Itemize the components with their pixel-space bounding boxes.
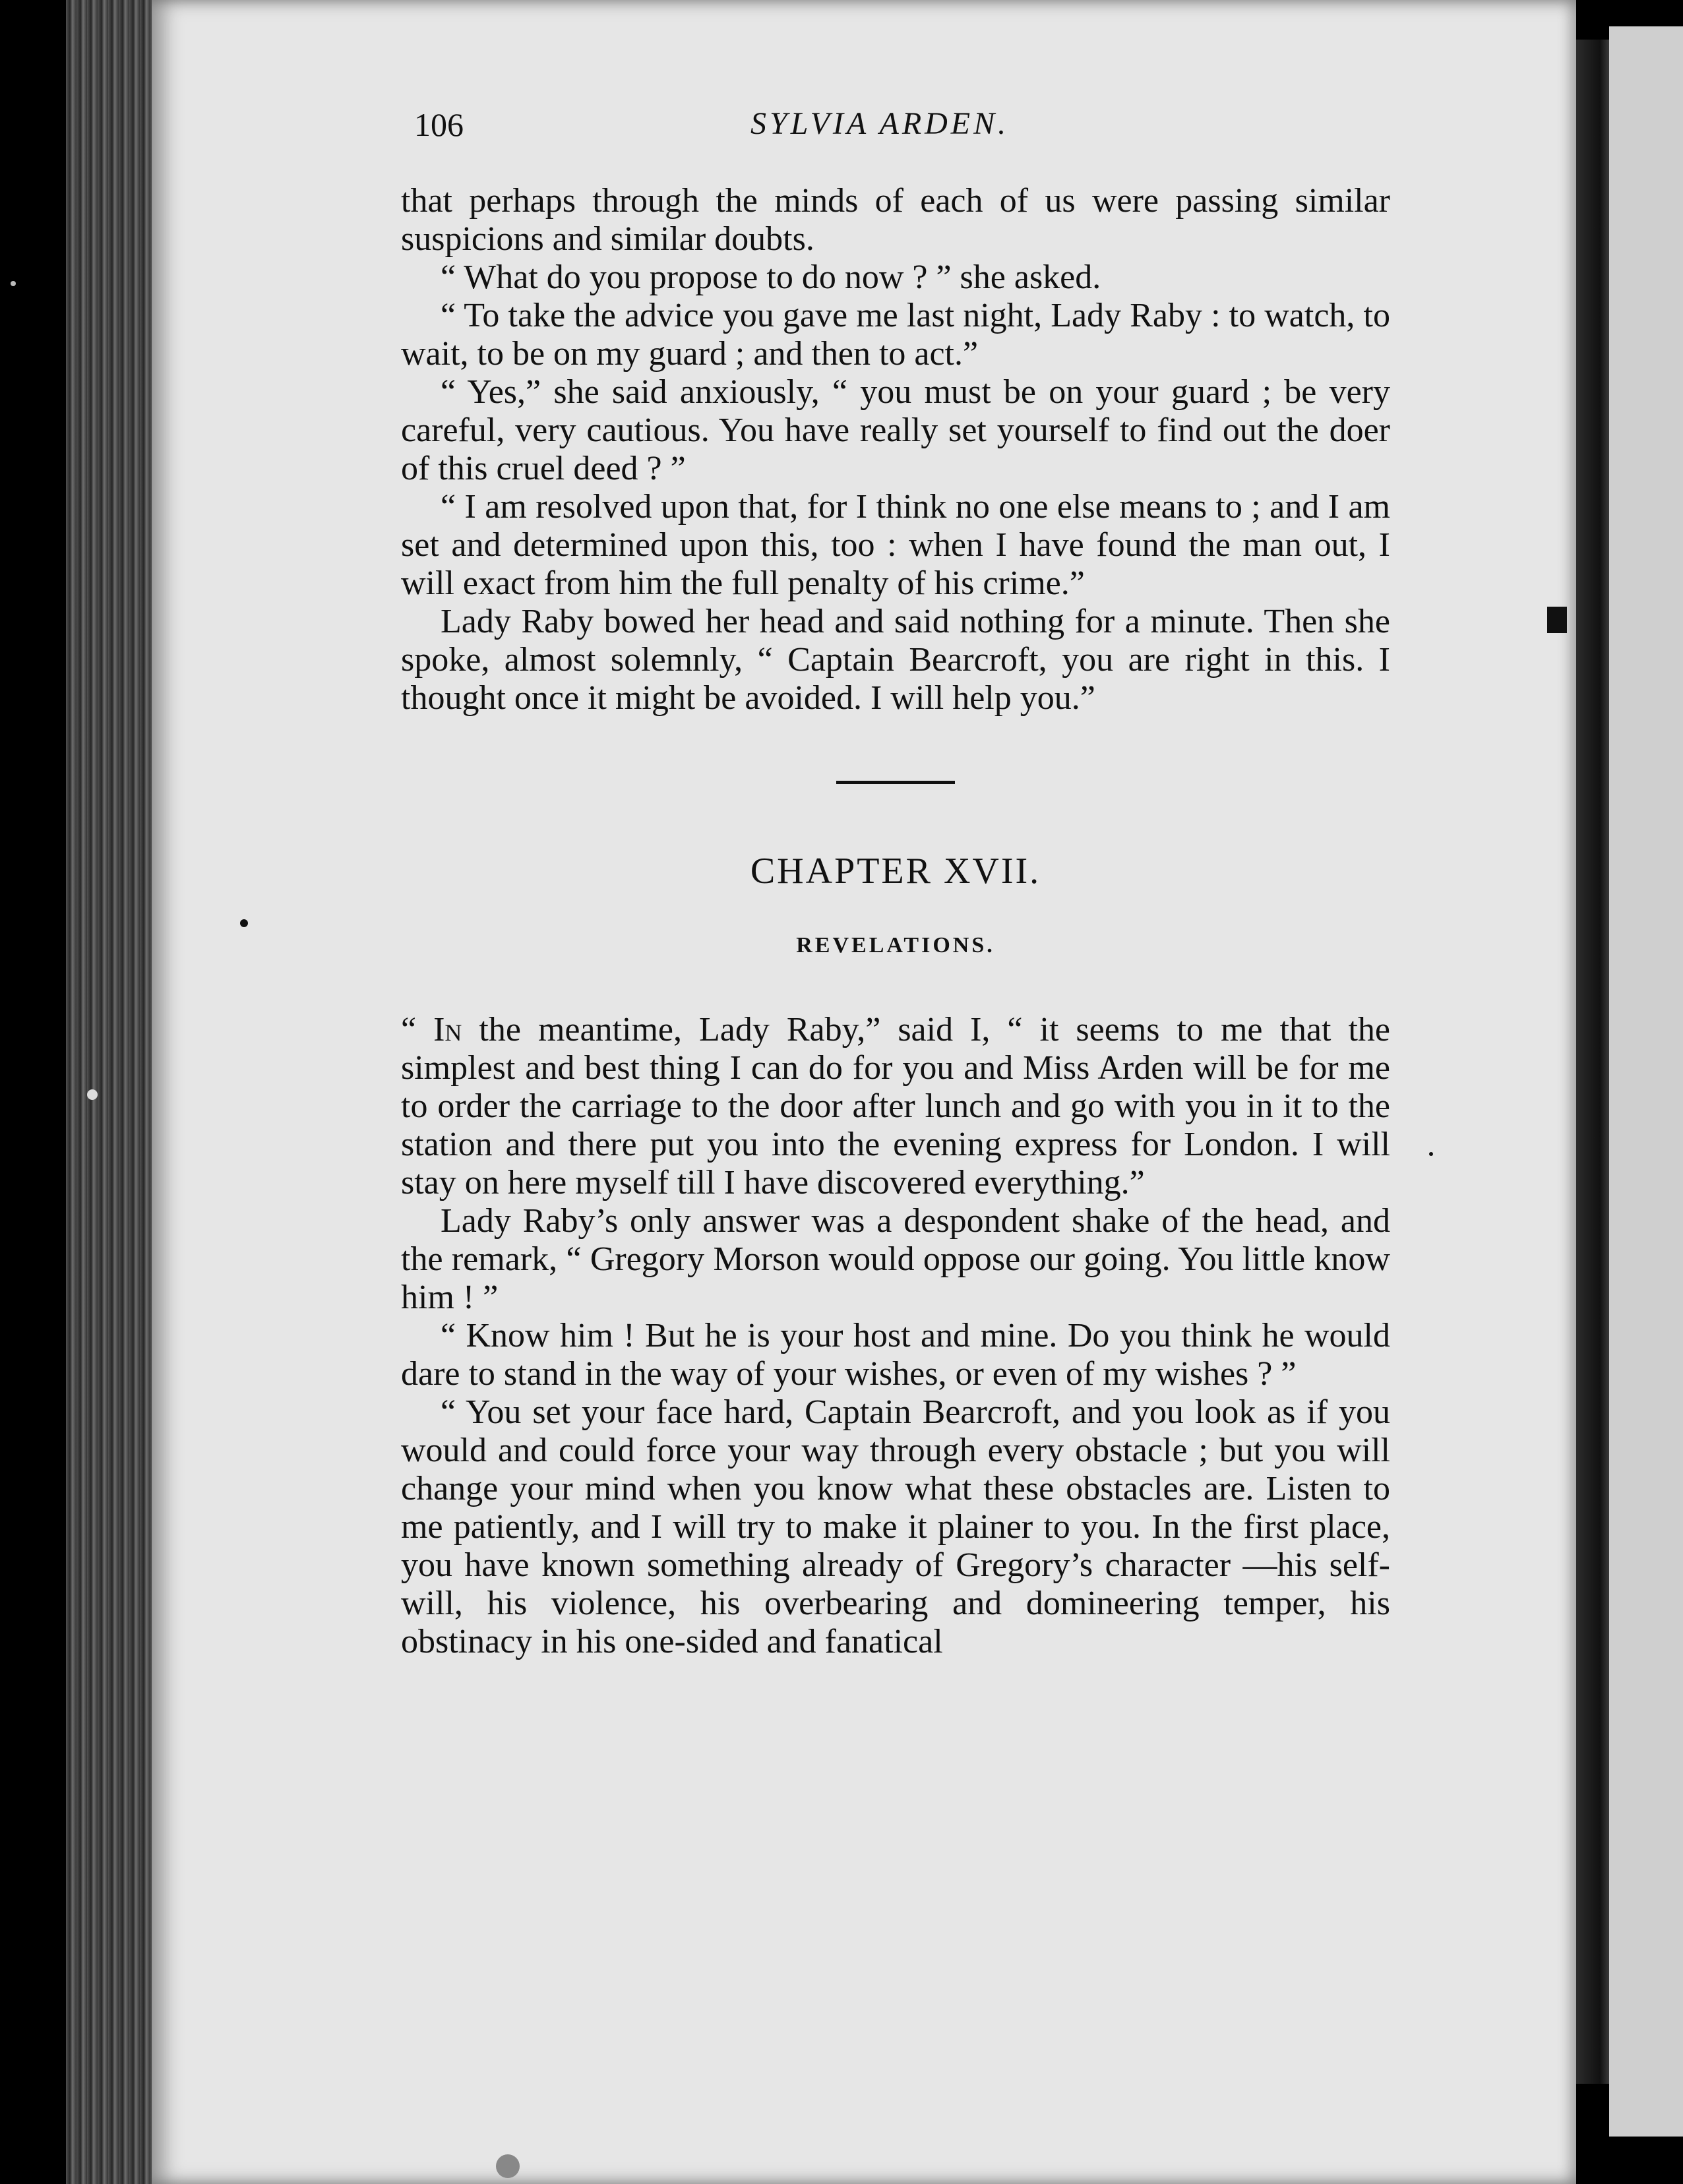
chapter-heading: CHAPTER XVII. [750,851,1041,892]
paragraph: Lady Raby’s only answer was a despondent shake of the head, and the remark, “ Gregory Morson would oppose our going. You little know him ! ” [401,1202,1390,1316]
paragraph: “ Know him ! But he is your host and mine. Do you think he would dare to stand in the way of your wishes, or even of my wishes ? ” [401,1317,1390,1393]
lead-in-smallcaps: “ In [401,1011,462,1048]
paragraph: Lady Raby bowed her head and said nothing for a minute. Then she spoke, almost solemnly, “ Captain Bearcroft, you are right in this. I thought once it might be avoided. I will help you.” [401,603,1390,717]
paragraph: “ I am resolved upon that, for I think no one else means to ; and I am set and determined upon this, too : when I have found the man out, I will exact from him the full penalty of his crime.” [401,488,1390,602]
paragraph: “ To take the advice you gave me last night, Lady Raby : to watch, to wait, to be on my guard ; and then to act.” [401,297,1390,373]
chapter-subtitle: REVELATIONS. [796,933,995,957]
paragraph: that perhaps through the minds of each of us were passing similar suspicions and similar doubts. [401,182,1390,258]
section-divider [836,781,955,784]
chapter-opening-paragraph [401,1011,1390,1202]
page-number: 106 [414,106,464,143]
page-text-block [401,106,1390,1661]
paragraph: “ Yes,” she said anxiously, “ you must be on your guard ; be very careful, very cautious. You have really set yourself to find out the doer of this cruel deed ? ” [401,373,1390,487]
facing-page-edge [1609,26,1683,2137]
paragraph-text: the meantime, Lady Raby,” said I, “ it seems to me that the simplest and best thing I can do for you and Miss Arden will be for me to order the carriage to the door after lunch and go with you in it to the station and there put you into the evening express for London. I will stay on here myself till I have discovered everything.” [401,1011,1390,1201]
paragraph: “ What do you propose to do now ? ” she asked. [441,258,1101,296]
paragraph: “ You set your face hard, Captain Bearcroft, and you look as if you would and could force your way through every obstacle ; but you will change your mind when you know what these obstacles are. Listen to me patiently, and I will try to make it plainer to you. In the first place, you have known something already of Gregory’s character —his self-will, his violence, his overbearing and domineering temper, his obstinacy in his one-sided and fanatical [401,1393,1390,1660]
running-head [401,106,1390,158]
book-title: SYLVIA ARDEN. [750,106,1010,141]
